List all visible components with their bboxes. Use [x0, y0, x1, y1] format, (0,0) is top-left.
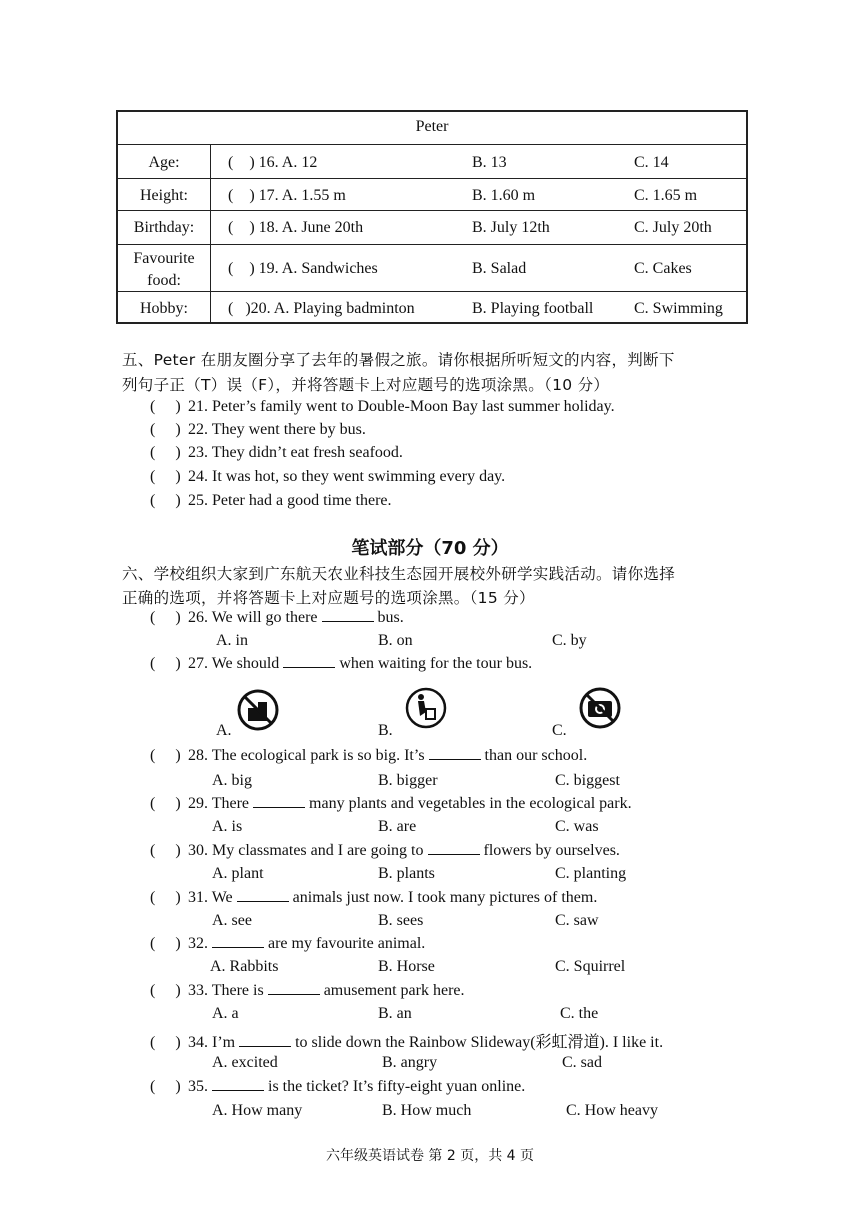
- no-eating-sign-icon: [236, 688, 280, 732]
- table-row-age: Age: ( ) 16. A. 12 B. 13 C. 14: [118, 144, 746, 145]
- tf-item: ( ) 21. Peter’s family went to Double-Moon Bay last summer holiday.: [150, 398, 615, 415]
- question-34: ( ) 34. I’m to slide down the Rainbow Slideway(彩虹滑道). I like it.: [150, 1034, 664, 1051]
- tf-item: ( ) 23. They didn’t eat fresh seafood.: [150, 444, 403, 461]
- page-footer: 六年级英语试卷 第 2 页，共 4 页: [325, 1148, 535, 1164]
- question-35: ( ) 35. is the ticket? It’s fifty-eight yuan online.: [150, 1078, 526, 1095]
- tf-item: ( ) 24. It was hot, so they went swimming every day.: [150, 468, 506, 485]
- question-32: ( ) 32. are my favourite animal.: [150, 935, 426, 952]
- table-row-favourite-food: Favourite food: ( ) 19. A. Sandwiches B. Salad C. Cakes: [118, 244, 746, 245]
- question-30: ( ) 30. My classmates and I are going to flowers by ourselves.: [150, 842, 620, 859]
- question-26: ( ) 26. We will go there bus.: [150, 609, 404, 626]
- section5-instruction-line1: 五、Peter 在朋友圈分享了去年的暑假之旅。请你根据所听短文的内容，判断下: [122, 351, 675, 369]
- section6-instruction-line1: 六、学校组织大家到广东航天农业科技生态园开展校外研学实践活动。请你选择: [122, 565, 676, 583]
- table-row-hobby: Hobby: ( )20. A. Playing badminton B. Playing football C. Swimming: [118, 291, 746, 292]
- question-29: ( ) 29. There many plants and vegetables in the ecological park.: [150, 795, 632, 812]
- question-28: ( ) 28. The ecological park is so big. It’s than our school.: [150, 747, 588, 764]
- table-row-birthday: Birthday: ( ) 18. A. June 20th B. July 12th C. July 20th: [118, 210, 746, 211]
- section5-instruction-line2: 列句子正（T）误（F），并将答题卡上对应题号的选项涂黑。（10 分）: [122, 376, 610, 394]
- tf-item: ( ) 25. Peter had a good time there.: [150, 492, 392, 509]
- section6-instruction-line2: 正确的选项，并将答题卡上对应题号的选项涂黑。（15 分）: [122, 589, 535, 607]
- peter-info-table: [116, 110, 748, 324]
- question-27: ( ) 27. We should when waiting for the tour bus.: [150, 655, 533, 672]
- tf-item: ( ) 22. They went there by bus.: [150, 421, 366, 438]
- table-row-height: Height: ( ) 17. A. 1.55 m B. 1.60 m C. 1.65 m: [118, 178, 746, 179]
- question-33: ( ) 33. There is amusement park here.: [150, 982, 465, 999]
- no-photo-sign-icon: [578, 686, 622, 730]
- table-header: Peter: [415, 118, 449, 135]
- trash-bin-sign-icon: [404, 686, 448, 730]
- question-31: ( ) 31. We animals just now. I took many pictures of them.: [150, 889, 598, 906]
- written-part-title: 笔试部分（70 分）: [351, 538, 509, 559]
